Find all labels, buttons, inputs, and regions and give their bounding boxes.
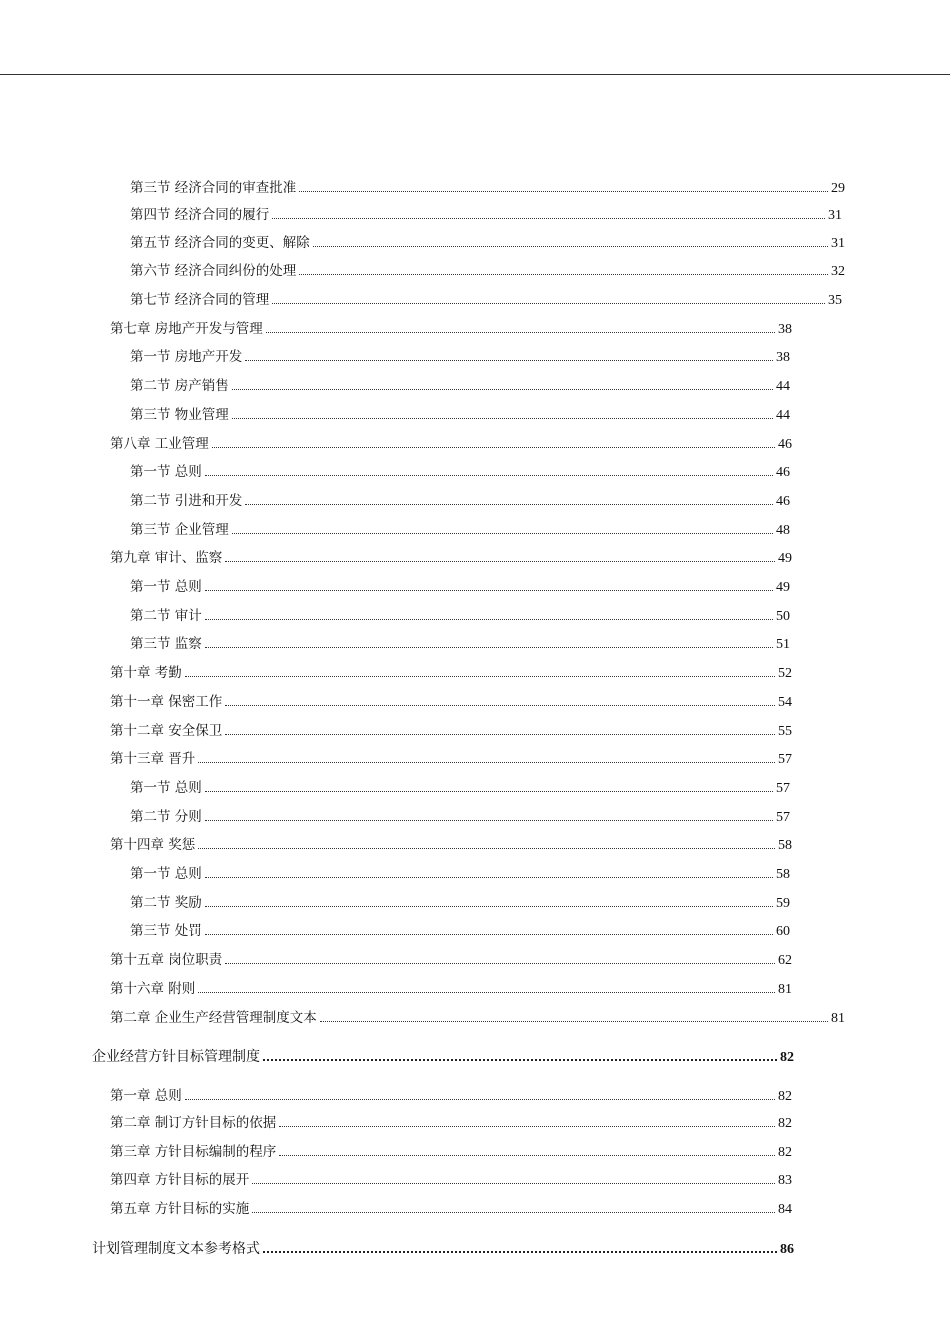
toc-entry-label: 计划管理制度文本参考格式 <box>92 1241 260 1257</box>
dot-leader <box>198 762 775 763</box>
toc-entry[interactable] <box>130 345 790 365</box>
toc-entry-page: 82 <box>780 1050 794 1065</box>
toc-entry[interactable] <box>130 776 790 796</box>
toc-entry[interactable] <box>110 317 792 337</box>
dot-leader <box>272 303 825 304</box>
toc-entry-label: 第一节 总则 <box>130 780 202 796</box>
toc-entry-page: 57 <box>776 781 790 796</box>
toc-entry-label: 第一节 总则 <box>130 866 202 882</box>
toc-entry[interactable] <box>130 460 790 480</box>
toc-entry-label: 第一节 总则 <box>130 464 202 480</box>
dot-leader <box>225 705 775 706</box>
dot-leader <box>205 475 773 476</box>
toc-entry-page: 82 <box>778 1089 792 1104</box>
toc-entry[interactable] <box>110 690 792 710</box>
toc-entry[interactable] <box>110 977 792 997</box>
toc-entry[interactable] <box>130 176 845 196</box>
toc-entry[interactable] <box>110 833 792 853</box>
toc-entry[interactable] <box>110 1084 792 1104</box>
dot-leader <box>205 934 773 935</box>
toc-entry[interactable] <box>130 403 790 423</box>
dot-leader <box>205 647 773 648</box>
toc-entry-label: 第二章 制订方针目标的依据 <box>110 1115 277 1131</box>
dot-leader <box>198 848 775 849</box>
toc-entry-page: 52 <box>778 666 792 681</box>
dot-leader <box>266 332 775 333</box>
toc-entry-label: 第十五章 岗位职责 <box>110 952 223 968</box>
toc-entry[interactable] <box>110 661 792 681</box>
toc-entry-page: 82 <box>778 1116 792 1131</box>
toc-entry-label: 第三节 经济合同的审查批准 <box>130 180 297 196</box>
toc-entry[interactable] <box>130 632 790 652</box>
dot-leader <box>205 877 773 878</box>
dot-leader <box>313 246 828 247</box>
toc-entry-page: 60 <box>776 924 790 939</box>
toc-entry-label: 第二节 审计 <box>130 608 202 624</box>
dot-leader <box>299 274 828 275</box>
toc-entry-label: 第三节 企业管理 <box>130 522 229 538</box>
toc-entry-label: 第十章 考勤 <box>110 665 182 681</box>
dot-leader <box>279 1155 775 1156</box>
dot-leader <box>272 218 825 219</box>
toc-entry-label: 第十三章 晋升 <box>110 751 196 767</box>
dot-leader <box>245 504 773 505</box>
toc-entry-page: 31 <box>828 208 842 223</box>
toc-entry-label: 第七节 经济合同的管理 <box>130 292 270 308</box>
toc-entry[interactable] <box>110 747 792 767</box>
dot-leader <box>205 619 773 620</box>
toc-entry-label: 第十四章 奖惩 <box>110 837 196 853</box>
toc-entry-label: 第五节 经济合同的变更、解除 <box>130 235 310 251</box>
toc-entry-label: 第三节 处罚 <box>130 923 202 939</box>
toc-entry-label: 企业经营方针目标管理制度 <box>92 1049 260 1065</box>
toc-entry-page: 81 <box>831 1011 845 1026</box>
toc-entry-label: 第二章 企业生产经营管理制度文本 <box>110 1010 317 1026</box>
toc-entry-page: 62 <box>778 953 792 968</box>
toc-entry[interactable] <box>130 489 790 509</box>
toc-entry[interactable] <box>130 231 845 251</box>
toc-entry-heading[interactable] <box>92 1046 794 1066</box>
toc-entry-page: 46 <box>776 494 790 509</box>
toc-entry-page: 55 <box>778 724 792 739</box>
toc-entry-label: 第七章 房地产开发与管理 <box>110 321 263 337</box>
toc-entry-label: 第二节 分则 <box>130 809 202 825</box>
toc-entry-page: 57 <box>776 810 790 825</box>
dot-leader <box>212 447 775 448</box>
dot-leader <box>185 676 775 677</box>
toc-entry-page: 51 <box>776 637 790 652</box>
toc-entry-page: 59 <box>776 896 790 911</box>
toc-entry-label: 第九章 审计、监察 <box>110 550 223 566</box>
toc-entry[interactable] <box>130 862 790 882</box>
dot-leader <box>232 389 773 390</box>
dot-leader <box>320 1021 828 1022</box>
toc-entry-label: 第二节 房产销售 <box>130 378 229 394</box>
toc-entry-label: 第四节 经济合同的履行 <box>130 207 270 223</box>
toc-entry-page: 86 <box>780 1242 794 1257</box>
toc-entry-page: 49 <box>778 551 792 566</box>
dot-leader <box>232 533 773 534</box>
toc-entry-page: 48 <box>776 523 790 538</box>
toc-entry-page: 44 <box>776 408 790 423</box>
dot-leader <box>225 734 775 735</box>
toc-entry-page: 82 <box>778 1145 792 1160</box>
toc-entry-label: 第一章 总则 <box>110 1088 182 1104</box>
toc-entry-page: 29 <box>831 181 845 196</box>
dot-leader <box>232 418 773 419</box>
dot-leader <box>205 590 773 591</box>
dot-leader <box>205 791 773 792</box>
toc-entry-page: 38 <box>778 322 792 337</box>
dot-leader <box>279 1126 775 1127</box>
toc-entry-page: 83 <box>778 1173 792 1188</box>
toc-entry-label: 第二节 奖励 <box>130 895 202 911</box>
toc-entry-label: 第一节 总则 <box>130 579 202 595</box>
dot-leader <box>225 963 775 964</box>
toc-entry[interactable] <box>130 891 790 911</box>
dot-leader <box>245 360 773 361</box>
toc-entry[interactable] <box>130 203 842 223</box>
toc-entry[interactable] <box>110 719 792 739</box>
toc-entry-page: 46 <box>776 465 790 480</box>
toc-entry-label: 第六节 经济合同纠份的处理 <box>130 263 297 279</box>
toc-entry-page: 49 <box>776 580 790 595</box>
toc-entry-label: 第三章 方针目标编制的程序 <box>110 1144 277 1160</box>
toc-entry[interactable] <box>110 432 792 452</box>
toc-entry-label: 第四章 方针目标的展开 <box>110 1172 250 1188</box>
toc-entry-page: 54 <box>778 695 792 710</box>
toc-entry-label: 第八章 工业管理 <box>110 436 209 452</box>
toc-entry-page: 38 <box>776 350 790 365</box>
toc-entry[interactable] <box>110 1168 792 1188</box>
toc-entry[interactable] <box>130 288 842 308</box>
toc-entry[interactable] <box>130 575 790 595</box>
toc-entry-page: 44 <box>776 379 790 394</box>
toc-entry[interactable] <box>110 546 792 566</box>
toc-entry[interactable] <box>130 919 790 939</box>
dot-leader <box>205 906 773 907</box>
dot-leader <box>185 1099 775 1100</box>
toc-entry-label: 第三节 物业管理 <box>130 407 229 423</box>
toc-entry[interactable] <box>130 604 790 624</box>
toc-entry-label: 第一节 房地产开发 <box>130 349 243 365</box>
toc-entry-page: 35 <box>828 293 842 308</box>
toc-entry-page: 57 <box>778 752 792 767</box>
toc-entry[interactable] <box>110 1197 792 1217</box>
toc-entry[interactable] <box>130 374 790 394</box>
dot-leader <box>252 1212 775 1213</box>
toc-entry-label: 第五章 方针目标的实施 <box>110 1201 250 1217</box>
toc-entry-page: 46 <box>778 437 792 452</box>
toc-entry-label: 第十一章 保密工作 <box>110 694 223 710</box>
toc-entry-page: 81 <box>778 982 792 997</box>
toc-entry-label: 第二节 引进和开发 <box>130 493 243 509</box>
dot-leader <box>225 561 775 562</box>
dot-leader <box>205 820 773 821</box>
toc-entry[interactable] <box>130 805 790 825</box>
toc-entry-page: 31 <box>831 236 845 251</box>
toc-entry[interactable] <box>110 1140 792 1160</box>
toc-entry[interactable] <box>110 1111 792 1131</box>
toc-entry-label: 第十六章 附则 <box>110 981 196 997</box>
dot-leader <box>263 1059 777 1061</box>
toc-entry-page: 50 <box>776 609 790 624</box>
dot-leader <box>252 1183 775 1184</box>
dot-leader <box>263 1251 777 1253</box>
toc-entry[interactable] <box>130 259 845 279</box>
toc-entry[interactable] <box>130 518 790 538</box>
toc-entry-heading[interactable] <box>92 1238 794 1258</box>
toc-entry-page: 84 <box>778 1202 792 1217</box>
toc-entry-page: 58 <box>776 867 790 882</box>
toc-entry[interactable] <box>110 1006 845 1026</box>
toc-entry[interactable] <box>110 948 792 968</box>
toc-entry-page: 58 <box>778 838 792 853</box>
dot-leader <box>299 191 828 192</box>
dot-leader <box>198 992 775 993</box>
toc-entry-label: 第三节 监察 <box>130 636 202 652</box>
toc-entry-label: 第十二章 安全保卫 <box>110 723 223 739</box>
toc-entry-page: 32 <box>831 264 845 279</box>
